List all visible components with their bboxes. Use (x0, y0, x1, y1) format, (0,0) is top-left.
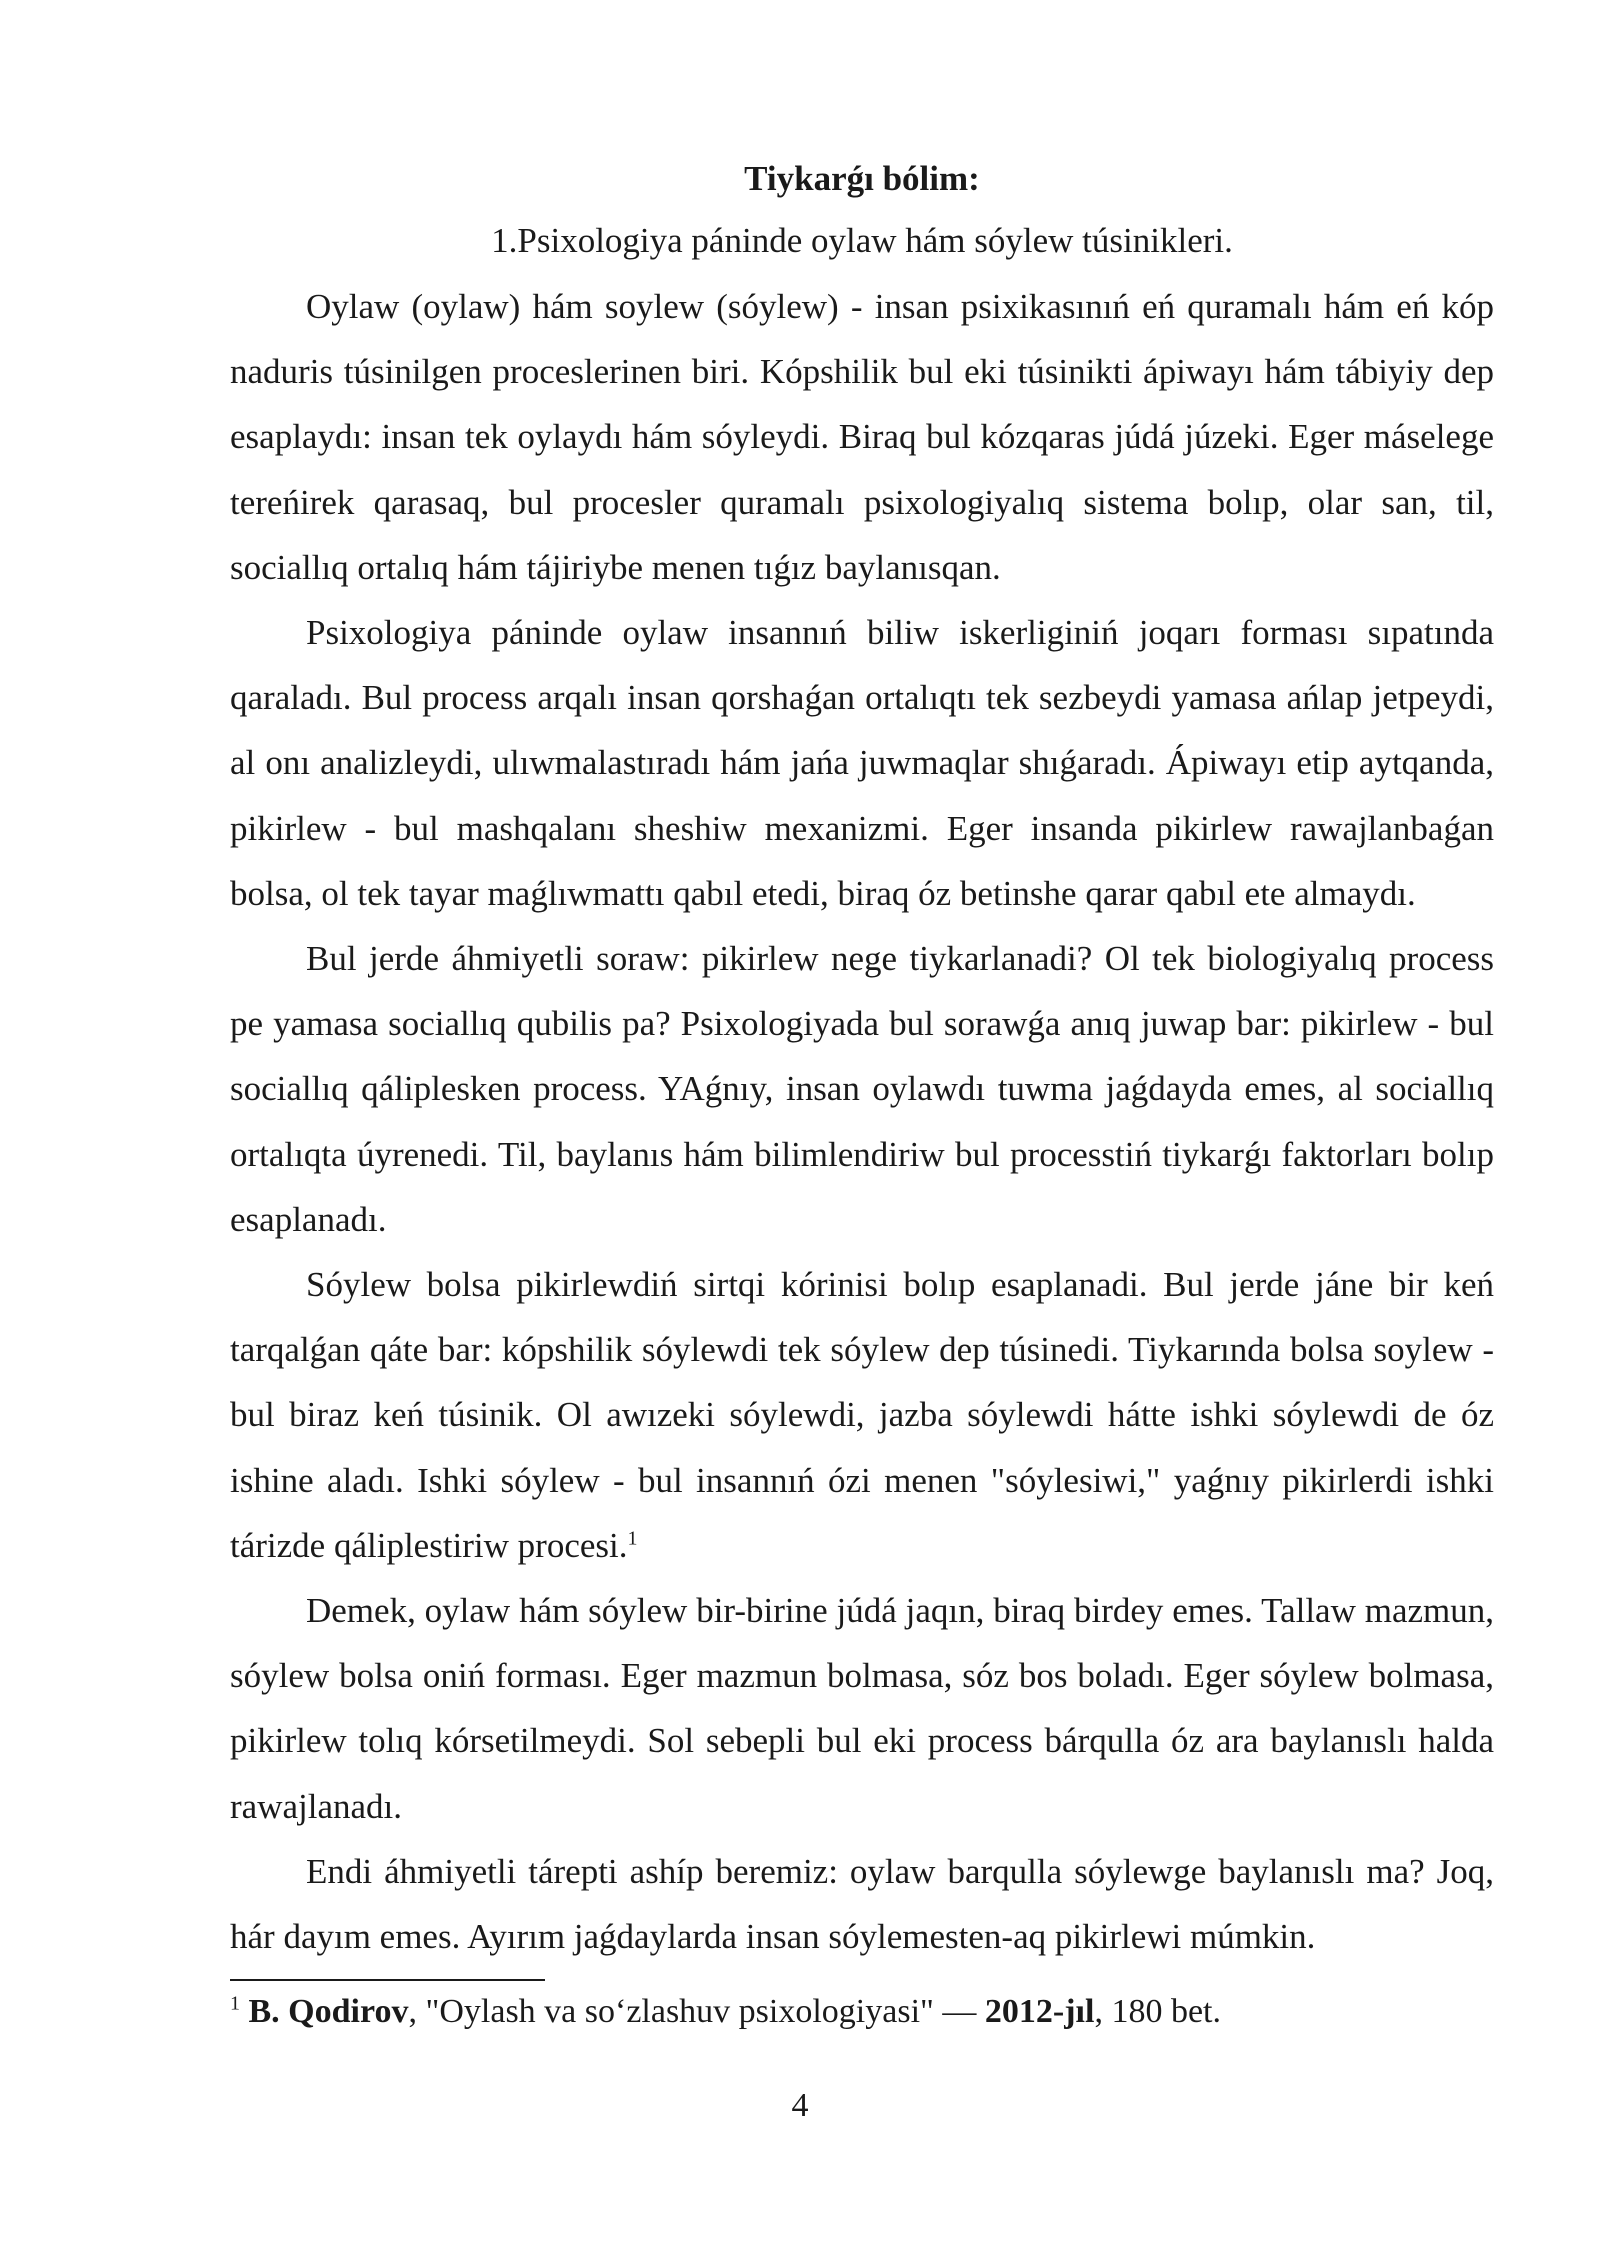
footnote-mark: 1 (230, 1992, 240, 2015)
paragraph-1 (230, 274, 1494, 600)
footnote-author: B. Qodirov (248, 1993, 409, 2031)
footnote-title: , "Oylash va so‘zlashuv psixologiyasi" — (408, 1993, 985, 2031)
document-page (230, 148, 1494, 2035)
footnote-pages: , 180 bet. (1094, 1993, 1221, 2031)
paragraph-text: Demek, oylaw hám sóylew bir-birine júdá jaqın, biraq birdey emes. Tallaw mazmun, sóylew bolsa oniń forması. Eger mazmun bolmasa, sóz bos boladı. Eger sóylew bolmasa, pikirlew tolıq kórsetilmeydi. Sol sebepli bul eki process bárqulla óz ara baylanıslı halda rawajlanadı. (230, 1591, 1494, 1826)
footnote-separator (230, 1979, 545, 1981)
paragraph-4 (230, 1252, 1494, 1578)
footnote-reference[interactable]: 1 (627, 1527, 638, 1550)
paragraph-text: Bul jerde áhmiyetli soraw: pikirlew nege tiykarlanadi? Ol tek biologiyalıq process pe yamasa sociallıq qubilis pa? Psixologiyada bul sorawǵa anıq juwap bar: pikirlew - bul sociallıq qáliplesken process. YAǵnıy, insan oylawdı tuwma jaǵdayda emes, al sociallıq ortalıqta úyrenedi. Til, baylanıs hám bilimlendiriw bul processtiń tiykarǵı faktorları bolıp esaplanadı. (230, 939, 1494, 1239)
paragraph-5 (230, 1578, 1494, 1839)
section-title: Tiykarǵı bólim: (744, 159, 980, 198)
footnote (230, 1989, 1494, 2035)
page-number: 4 (791, 2087, 809, 2124)
subsection-title: 1.Psixologiya páninde oylaw hám sóylew túsinikleri. (491, 221, 1233, 260)
paragraph-2 (230, 600, 1494, 926)
paragraph-text: Sóylew bolsa pikirlewdiń sirtqi kórinisi bolıp esaplanadi. Bul jerde jáne bir keń tarqalǵan qáte bar: kópshilik sóylewdi tek sóylew dep túsinedi. Tiykarında bolsa soylew - bul biraz keń túsinik. Ol awızeki sóylewdi, jazba sóylewdi hátte ishki sóylewdi de óz ishine aladı. Ishki sóylew - bul insannıń ózi menen "sóylesiwi," yaǵnıy pikirlerdi ishki tárizde qáliplestiriw procesi. (230, 1265, 1494, 1565)
paragraph-3 (230, 926, 1494, 1252)
paragraph-text: Psixologiya páninde oylaw insannıń biliw iskerliginiń joqarı forması sıpatında qaraladı. Bul process arqalı insan qorshaǵan ortalıqtı tek sezbeydi yamasa ańlap jetpeydi, al onı analizleydi, ulıwmalastıradı hám jańa juwmaqlar shıǵaradı. Ápiwayı etip aytqanda, pikirlew - bul mashqalanı sheshiw mexanizmi. Eger insanda pikirlew rawajlanbaǵan bolsa, ol tek tayar maǵlıwmattı qabıl etedi, biraq óz betinshe qarar qabıl ete almaydı. (230, 613, 1494, 913)
footnote-year: 2012-jıl (984, 1993, 1095, 2031)
paragraph-text: Oylaw (oylaw) hám soylew (sóylew) - insan psixikasınıń eń quramalı hám eń kóp naduris túsinilgen proceslerinen biri. Kópshilik bul eki túsinikti ápiwayı hám tábiyiy dep esaplaydı: insan tek oylaydı hám sóyleydi. Biraq bul kózqaras júdá júzeki. Eger máselege tereńirek qarasaq, bul procesler quramalı psixologiyalıq sistema bolıp, olar san, til, sociallıq ortalıq hám tájiriybe menen tıǵız baylanısqan. (230, 287, 1494, 587)
paragraph-6 (230, 1839, 1494, 1969)
paragraph-text: Endi áhmiyetli tárepti ashíp beremiz: oylaw barqulla sóylewge baylanıslı ma? Joq, hár dayım emes. Ayırım jaǵdaylarda insan sóylemesten-aq pikirlewi múmkin. (230, 1851, 1494, 1957)
